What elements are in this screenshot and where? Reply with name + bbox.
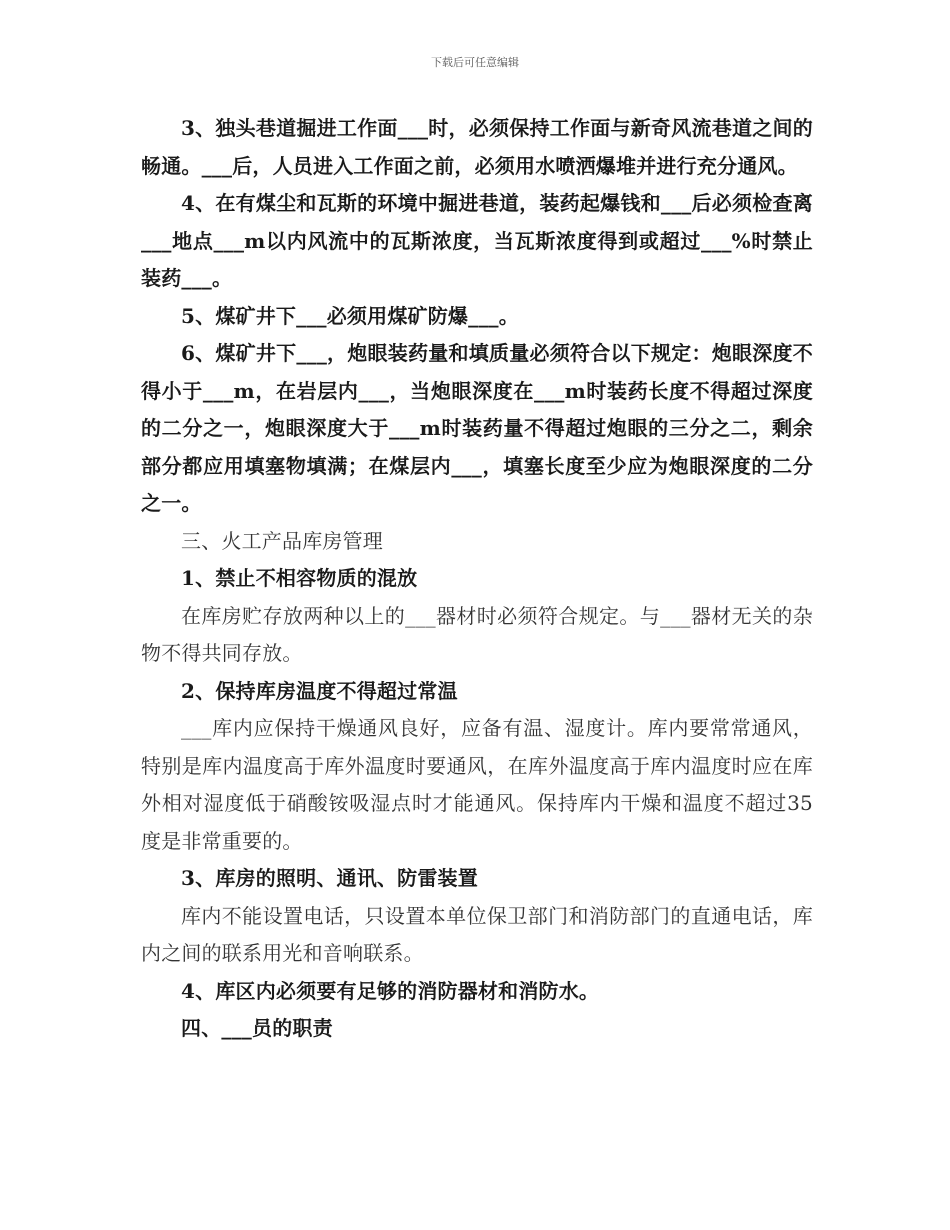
- paragraph-temperature: ___库内应保持干燥通风良好，应备有温、湿度计。库内要常常通风，特别是库内温度高于库外温度时要通风，在库外温度高于库内温度时应在库外相对湿度低于硝酸铵吸湿点时才能通风。保持库内干燥和温度不超过35度是非常重要的。: [141, 716, 813, 853]
- paragraph-communication: 库内不能设置电话，只设置本单位保卫部门和消防部门的直通电话，库内之间的联系用光和音响联系。: [141, 903, 813, 965]
- paragraph-storage-mixing: 在库房贮存放两种以上的___器材时必须符合规定。与___器材无关的杂物不得共同存放。: [141, 603, 813, 665]
- subheading-2: 2、保持库房温度不得超过常温: [181, 678, 458, 703]
- subheading-3: 3、库房的照明、通讯、防雷装置: [181, 866, 478, 890]
- subheading-1: 1、禁止不相容物质的混放: [181, 566, 418, 590]
- paragraph-item-6: 6、煤矿井下___，炮眼装药量和填质量必须符合以下规定：炮眼深度不得小于___m，在岩层内___，当炮眼深度在___m时装药长度不得超过深度的二分之一，炮眼深度大于___m时装药量不得超过炮眼的三分之二，剩余部分都应用填塞物填满；在煤层内___，填塞长度至少应为炮眼深度的二分之一。: [141, 341, 813, 515]
- paragraph-item-5: 5、煤矿井下___必须用煤矿防爆___。: [181, 303, 519, 328]
- section-heading-3: 三、火工产品库房管理: [181, 528, 383, 553]
- page-header: 下载后可任意编辑: [431, 56, 519, 69]
- subheading-4: 4、库区内必须要有足够的消防器材和消防水。: [181, 978, 600, 1003]
- section-heading-4: 四、___员的职责: [181, 1016, 333, 1040]
- paragraph-item-3: 3、独头巷道掘进工作面___时，必须保持工作面与新奇风流巷道之间的畅通。___后，人员进入工作面之前，必须用水喷洒爆堆并进行充分通风。: [141, 116, 813, 178]
- paragraph-item-4: 4、在有煤尘和瓦斯的环境中掘进巷道，装药起爆钱和___后必须检查离___地点___m以内风流中的瓦斯浓度，当瓦斯浓度得到或超过___%时禁止装药___。: [141, 191, 813, 290]
- document-body: [141, 110, 813, 1048]
